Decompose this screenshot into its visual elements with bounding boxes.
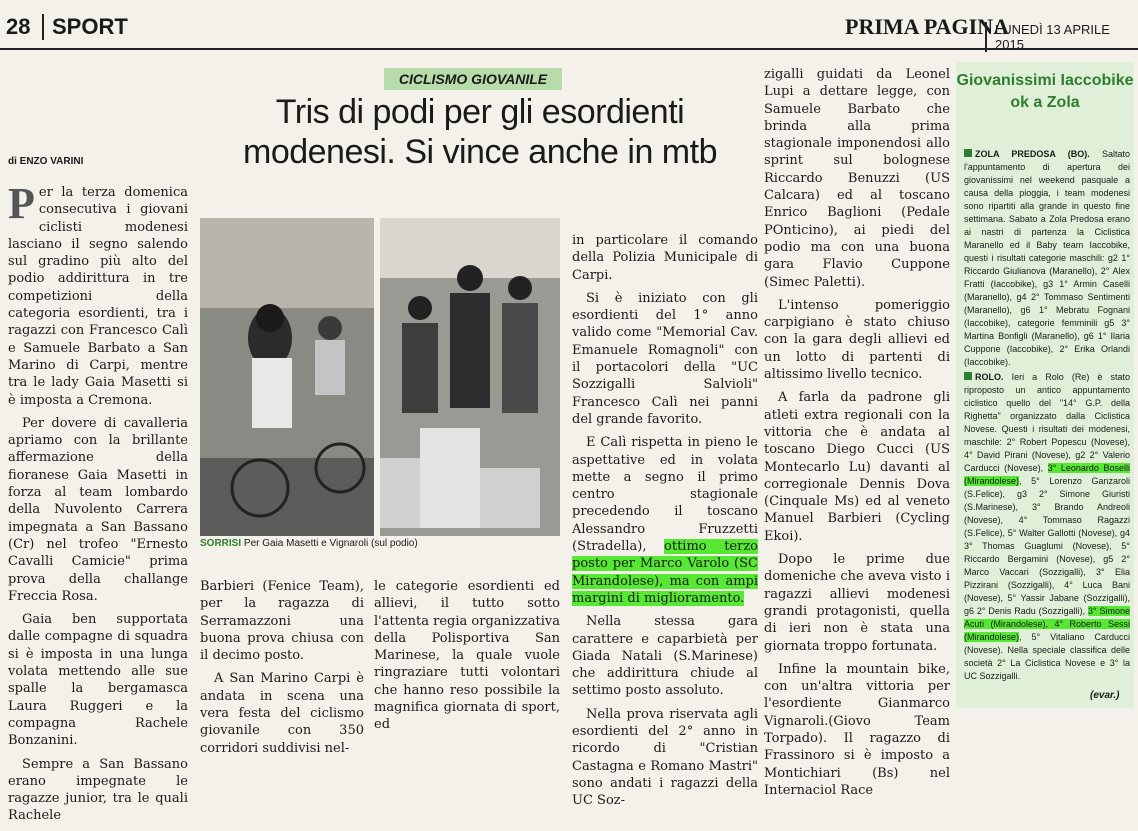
kicker: CICLISMO GIOVANILE [384,68,562,90]
column-3 [374,578,560,740]
signature: (evar.) [1090,690,1120,701]
paragraph: Nella stessa gara carattere e caparbietà per Giada Natali (S.Marinese) che addirittura chiude al settimo posto assoluto. [572,614,758,699]
paragraph: Per la terza domenica consecutiva i giovani ciclisti modenesi lasciano il segno salendo sul gradino più alto del podio addirittura in tre competizioni della categoria esordienti, tra i ragazzi con Francesco Calì e Samuele Barbato a San Marino di Carpi, mentre tra le lady Gaia Masetti si è imposta a Cremona. [8,179,188,408]
sidebar-paragraph: ZOLA PREDOSA (BO). Saltato l'appuntamento di apertura dei giovanissimi nel weekend pasquale a causa della pioggia, i team modenesi sono ripartiti alla grande in questo fine settimana. Sabato a Zola Predosa erano ai nastri di partenza la Ciclistica Maranello ed il Baby team Iaccobike, questi i risultati categorie maschili: g2 1° Riccardo Giulianova (Maranello), 2° Alex Fratti (Iaccobike), g3 1° Armin Caselli (Maranello), g4 2° Tommaso Sentimenti (Maranello), g6 1° Mebratu Fognani (Iaccobike), categorie femminili g5 3° Martina Bonfigli (Maranello), g6 1° Ilaria Cuppone (Iaccobike), 2° Erika Orlandi (Iaccobike). [964,149,1130,367]
paragraph: Per dovere di cavalleria apriamo con la brillante affermazione della fioranese Gaia Masetti in forza al team lombardo della Nuvolento Carrera impegnata a San Bassano (Cr) nel trofeo "Ernesto Cavalli Camicie" prima prova della challange Freccia Rosa. [8,415,188,604]
highlighted-text: 3° Leonardo Boselli (Mirandolese) [964,463,1130,486]
masthead: PRIMA PAGINA [845,14,1009,39]
cyclists-image [200,218,374,536]
paragraph: Nella prova riservata agli esordienti del 2° anno in ricordo di "Cristian Castagna e Romano Mastri" sono andati i ragazzi della UC Soz- [572,706,758,809]
paragraph: A farla da padrone gli atleti extra regionali con la vittoria che è andata al toscano Diego Cucci (US Montecarlo Lu) davanti al corregionale Dennis Dova (Cinquale Ms) ed al veneto Manuel Barbieri (Cycling Ekoi). [764,390,950,544]
sidebar-paragraph: ROLO. Ieri a Rolo (Re) è stato riproposto un antico appuntamento ciclistico quello del "14° G.P. della Righetta" organizzato dalla Ciclistica Novese. Questi i risultati dei modenesi, maschile: 2° Robert Popescu (Novese), 4° David Pirani (Novese), g2 2° Valerio Carducci (Novese), 3° Leonardo Boselli (Mirandolese), 5° Lorenzo Ganzaroli (S.Felice), g3 2° Simone Giuristi (S.Marinese), 3° Brando Andreoli (Novese), 4° Tommaso Ragazzi (S.Felice), 5° Walter Gallotti (Novese), g4 3° Thomas Guaglumi (Novese), 5° Riccardo Bergamini (Novese), g5 2° Marco Vaccari (Sozzigalli), 3° Elia Pizzirani (Sozzigalli), 4° Luca Bani (Novese), 5° Yassir Jabane (Sozzigalli), g6 2° Denis Radu (Sozzigalli), 3° Simone Acuti (Mirandolese), 4° Roberto Sessi (Mirandolese), 5° Vitaliano Carducci (Novese). Nella speciale classifica delle società 2° La Ciclistica Novese e 3° la UC Sozzigalli. [964,372,1130,681]
paragraph: Si è iniziato con gli esordienti del 1° anno valido come "Memorial Cav. Emanuele Romagnoli" con il portacolori della "UC Sozzigalli Salvioli" Francesco Calì nei panni del grande favorito. [572,290,758,427]
paragraph: A San Marino Carpi è andata in scena una vera festa del ciclismo giovanile con 350 corridori suddivisi nel- [200,671,364,756]
column-4 [572,232,758,816]
highlighted-text: ottimo terzo posto per Marco Varolo (SC Mirandolese), ma con ampi margini di miglioramento. [572,539,758,606]
sidebar-box [956,62,1134,708]
issue-date: LUNEDÌ 13 APRILE 2015 [985,22,1138,52]
sidebar-title: Giovanissimi Iaccobike ok a Zola [956,72,1134,111]
paragraph: zigalli guidati da Leonel Lupi a dettare legge, con Samuele Barbato che brinda alla prima stagionale imponendosi allo sprint sul bolognese Riccardo Benuzzi (US Calcara) ed al toscano Enrico Baglioni (Pedale POnticino), ai piedi del podio ma con una buona gara Flavio Cuppone (Simec Paletti). [764,67,950,290]
paragraph: Gaia ben supportata dalle compagne di squadra si è imposta in una lunga volata mettendo alle sue spalle la bergamasca Laura Ruggeri e la compagna Rachele Bonzanini. [8,612,188,749]
headline: Tris di podi per gli esordienti modenesi. Si vince anche in mtb [243,93,717,171]
paragraph: L'intenso pomeriggio carpigiano è stato chiuso con la gara degli allievi ed un lotto di partenti di altissimo livello tecnico. [764,297,950,383]
section-name: SPORT [42,14,128,40]
column-5 [764,66,950,805]
paragraph: Sempre a San Bassano erano impegnate le ragazze junior, tra le quali Rachele [8,756,188,824]
photo-caption: SORRISI Per Gaia Masetti e Vignaroli (sul podio) [200,538,418,549]
dropcap: P [8,179,35,228]
podium-image [380,218,560,536]
photo-cyclists [200,218,374,536]
column-1 [8,179,188,831]
photo-podium [380,218,560,536]
page-number: 28 [6,14,31,39]
byline: di ENZO VARINI [8,156,84,167]
page-header [0,0,1138,50]
paragraph: Barbieri (Fenice Team), per la ragazza di Serramazzoni una buona prova chiusa con il decimo posto. [200,579,364,664]
square-bullet-icon [964,149,972,157]
paragraph: E Calì rispetta in pieno le aspettative ed in volata mette a segno il primo centro stagionale precedendo il toscano Alessandro Fruzzetti (Stradella), ottimo terzo posto per Marco Varolo (SC Mirandolese), ma con ampi margini di miglioramento. [572,435,758,606]
paragraph: Infine la mountain bike, con un'altra vittoria per l'esordiente Gianmarco Vignaroli.(Giovo Team Torpado). Il ragazzo di Frassinoro si è imposto a Montichiari (Bs) nel Internaciol Race [764,661,950,798]
paragraph: le categorie esordienti ed allievi, il tutto sotto l'attenta regia organizzativa della Polisportiva San Marinese, la quale vuole ringraziare tutti volontari che hanno reso possibile la magnifica giornata di sport, ed [374,579,560,733]
paragraph: Dopo le prime due domeniche che aveva visto i ragazzi allievi modenesi grandi protagonisti, quella di ieri non è stata una giornata troppo fortunata. [764,552,950,654]
column-2 [200,578,364,763]
square-bullet-icon [964,372,972,380]
highlighted-text: 3° Simone Acuti (Mirandolese), 4° Roberto Sessi (Mirandolese) [964,606,1130,642]
paragraph: in particolare il comando della Polizia Municipale di Carpi. [572,233,758,283]
sidebar-body [964,148,1130,685]
